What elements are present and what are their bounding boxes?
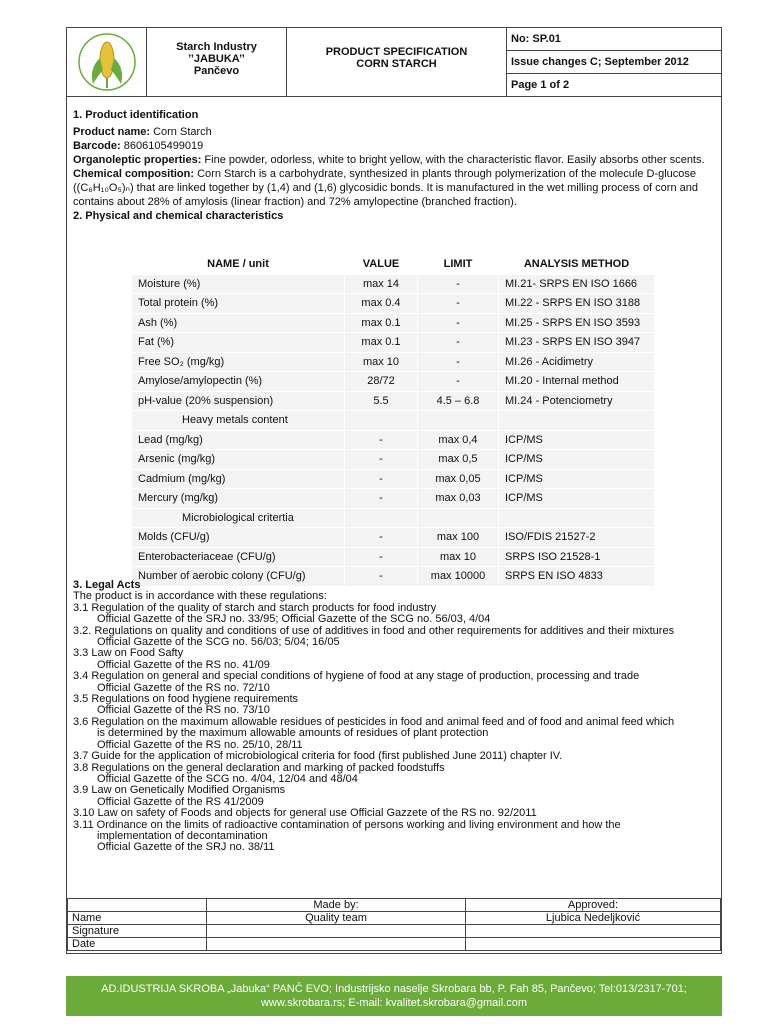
legal-line: 3.9 Law on Genetically Modified Organisms xyxy=(73,784,286,797)
table-cell: Moisture (%) xyxy=(132,274,345,294)
table-row xyxy=(132,333,655,353)
approval-cell xyxy=(207,925,466,938)
table-cell xyxy=(345,508,418,528)
page-number: Page 1 of 2 xyxy=(511,79,570,91)
table-cell: 28/72 xyxy=(345,372,418,392)
section-product-identification: 1. Product identification Product name: Corn Starch Barcode: 8606105499019 Organoleptic properties: Fine powder, odorless, white to bright yellow, with the characteristic flavor. Easily absorbs other scents. Chemical composition: Corn Starch is a carbohydrate, synthesized in plants through polymerization of the molecule D-glucose ((C₆H₁₀O₅)ₙ) that are linked together by (1,4) and (1,6) glycosidic bonds. It is manufactured in the wet milling process of corn and contains about 28% of amylosis (linear fraction) and 72% amylopectine (branched fraction). 2. Physical and chemical characteristics xyxy=(73,108,713,223)
table-cell: pH-value (20% suspension) xyxy=(132,391,345,411)
approval-cell xyxy=(466,938,721,951)
table-cell: max 0,4 xyxy=(418,430,499,450)
company-name: Starch Industry ’’JABUKA’’ Pančevo xyxy=(147,28,287,96)
table-cell: - xyxy=(418,294,499,314)
table-cell: ICP/MS xyxy=(499,430,655,450)
table-cell: max 10 xyxy=(345,352,418,372)
table-cell: Mercury (mg/kg) xyxy=(132,489,345,509)
table-cell xyxy=(345,411,418,431)
legal-line: 3.3 Law on Food Safty xyxy=(73,647,184,660)
table-cell: SRPS ISO 21528-1 xyxy=(499,547,655,567)
table-cell: max 0,05 xyxy=(418,469,499,489)
table-cell: Total protein (%) xyxy=(132,294,345,314)
table-cell: Arsenic (mg/kg) xyxy=(132,450,345,470)
table-cell: Heavy metals content xyxy=(132,411,345,431)
column-header: NAME / unit xyxy=(132,255,345,275)
section-heading: 3. Legal Acts xyxy=(73,579,141,591)
table-cell: ICP/MS xyxy=(499,469,655,489)
column-header: ANALYSIS METHOD xyxy=(499,255,655,275)
table-cell: Molds (CFU/g) xyxy=(132,528,345,548)
column-header: VALUE xyxy=(345,255,418,275)
footer-address: AD.IDUSTRIJA SKROBA „Jabuka“ PANČ EVO; Industrijsko naselje Skrobara bb, P. Fah 85, Pančevo; Tel:013/2317-701; xyxy=(101,983,687,995)
legal-line: 3.6 Regulation on the maximum allowable residues of pesticides in food and animal feed and of food and animal feed which xyxy=(73,715,675,728)
legal-line: Official Gazette of the SRJ no. 38/11 xyxy=(97,841,275,854)
table-cell: MI.20 - Internal method xyxy=(499,372,655,392)
corn-logo-icon xyxy=(67,28,147,96)
specification-table xyxy=(131,254,655,587)
table-cell: - xyxy=(418,372,499,392)
table-cell: max 14 xyxy=(345,274,418,294)
table-cell: max 0.1 xyxy=(345,333,418,353)
document-header xyxy=(67,28,721,97)
legal-line: Official Gazette of the RS no. 72/10 xyxy=(97,681,270,694)
approval-cell: Quality team xyxy=(207,912,466,925)
table-cell: Fat (%) xyxy=(132,333,345,353)
table-cell: MI.25 - SRPS EN ISO 3593 xyxy=(499,313,655,333)
legal-line: Official Gazette of the RS 41/2009 xyxy=(97,795,264,808)
table-row xyxy=(132,372,655,392)
legal-line: The product is in accordance with these regulations: xyxy=(73,590,327,603)
page-footer xyxy=(66,976,722,1016)
table-cell: Enterobacteriaceae (CFU/g) xyxy=(132,547,345,567)
table-row xyxy=(132,489,655,509)
table-cell: - xyxy=(345,547,418,567)
legal-line: implementation of decontamination xyxy=(97,829,268,842)
table-cell: MI.21- SRPS EN ISO 1666 xyxy=(499,274,655,294)
table-cell: MI.23 - SRPS EN ISO 3947 xyxy=(499,333,655,353)
table-cell: - xyxy=(418,274,499,294)
table-row xyxy=(132,547,655,567)
table-cell: Number of aerobic colony (CFU/g) xyxy=(132,567,345,587)
table-cell: - xyxy=(418,352,499,372)
legal-line: 3.1 Regulation of the quality of starch and starch products for food industry xyxy=(73,601,437,614)
table-cell: MI.22 - SRPS EN ISO 3188 xyxy=(499,294,655,314)
legal-line: 3.8 Regulations on the general declaration and marking of packed foodstuffs xyxy=(73,761,445,774)
table-cell: Lead (mg/kg) xyxy=(132,430,345,450)
table-cell: - xyxy=(418,333,499,353)
section-heading: 1. Product identification xyxy=(73,109,199,121)
table-cell: - xyxy=(345,528,418,548)
table-cell: - xyxy=(345,489,418,509)
document-title: PRODUCT SPECIFICATION CORN STARCH xyxy=(287,28,507,96)
table-cell: ICP/MS xyxy=(499,489,655,509)
table-row xyxy=(132,508,655,528)
legal-line: Official Gazette of the SCG no. 56/03; 5/04; 16/05 xyxy=(97,636,340,649)
footer-contact: www.skrobara.rs; E-mail: kvalitet.skrobara@gmail.com xyxy=(260,997,528,1009)
chemical-composition-text: Corn Starch is a carbohydrate, synthesized in plants through polymerization of the molecule D-glucose ((C₆H₁₀O₅)ₙ) that are linked together by (1,4) and (1,6) glycosidic bonds. It is manufactured in the wet milling process of corn and contains about 28% of amylosis (linear fraction) and 72% amylopectine (branched fraction). xyxy=(73,168,698,208)
document-meta xyxy=(507,28,721,96)
table-cell xyxy=(499,411,655,431)
table-cell: SRPS EN ISO 4833 xyxy=(499,567,655,587)
table-cell: max 0.1 xyxy=(345,313,418,333)
table-cell: max 10000 xyxy=(418,567,499,587)
table-cell: - xyxy=(345,469,418,489)
table-row xyxy=(132,450,655,470)
approval-table xyxy=(67,898,721,951)
table-row xyxy=(132,469,655,489)
legal-line: 3.2. Regulations on quality and conditions of use of additives in food and other requirements for additives and their mixtures xyxy=(73,624,675,637)
made-by-header: Made by: xyxy=(207,899,466,912)
legal-line: 3.7 Guide for the application of microbiological criteria for food (first published June 2011) chapter IV. xyxy=(73,750,563,763)
table-cell xyxy=(418,508,499,528)
table-cell: MI.26 - Acidimetry xyxy=(499,352,655,372)
table-row xyxy=(132,352,655,372)
table-cell: - xyxy=(345,450,418,470)
legal-line: 3.11 Ordinance on the limits of radioactive contamination of persons working and living environment and how the xyxy=(73,818,621,831)
table-cell: ISO/FDIS 21527-2 xyxy=(499,528,655,548)
legal-line: Official Gazette of the RS no. 73/10 xyxy=(97,704,270,717)
approval-row xyxy=(68,925,721,938)
approval-cell: Signature xyxy=(68,925,207,938)
organoleptic-text: Fine powder, odorless, white to bright yellow, with the characteristic flavor. Easily absorbs other scents. xyxy=(204,154,705,166)
table-cell: ICP/MS xyxy=(499,450,655,470)
table-cell: - xyxy=(418,313,499,333)
approval-cell xyxy=(207,938,466,951)
table-cell: Amylose/amylopectin (%) xyxy=(132,372,345,392)
legal-line: 3.5 Regulations on food hygiene requirements xyxy=(73,693,299,706)
table-cell: Free SO₂ (mg/kg) xyxy=(132,352,345,372)
table-row xyxy=(132,528,655,548)
barcode: 8606105499019 xyxy=(123,140,204,152)
table-row xyxy=(132,294,655,314)
table-cell: max 0,5 xyxy=(418,450,499,470)
approval-cell: Date xyxy=(68,938,207,951)
approval-cell: Name xyxy=(68,912,207,925)
section-legal-acts xyxy=(73,580,713,854)
table-cell: 5.5 xyxy=(345,391,418,411)
company-logo xyxy=(67,28,147,96)
table-cell: - xyxy=(345,430,418,450)
table-cell: Ash (%) xyxy=(132,313,345,333)
table-cell: 4.5 – 6.8 xyxy=(418,391,499,411)
table-cell: max 10 xyxy=(418,547,499,567)
table-cell xyxy=(499,508,655,528)
legal-line: 3.4 Regulation on general and special conditions of hygiene of food at any stage of production, processing and trade xyxy=(73,670,640,683)
table-cell xyxy=(418,411,499,431)
section-heading: 2. Physical and chemical characteristics xyxy=(73,210,284,222)
table-cell: Cadmium (mg/kg) xyxy=(132,469,345,489)
table-row xyxy=(132,391,655,411)
table-cell: - xyxy=(345,567,418,587)
table-row xyxy=(132,430,655,450)
legal-line: Official Gazette of the SCG no. 4/04, 12/04 and 48/04 xyxy=(97,772,358,785)
approval-row xyxy=(68,938,721,951)
table-cell: max 0,03 xyxy=(418,489,499,509)
table-cell: max 0.4 xyxy=(345,294,418,314)
legal-line: Official Gazette of the RS no. 25/10, 28/11 xyxy=(97,738,303,751)
table-cell: max 100 xyxy=(418,528,499,548)
legal-line: Official Gazette of the RS no. 41/09 xyxy=(97,658,270,671)
product-name: Corn Starch xyxy=(153,126,212,138)
table-row xyxy=(132,411,655,431)
table-header-row xyxy=(132,255,655,275)
approval-cell xyxy=(466,925,721,938)
approval-row xyxy=(68,912,721,925)
doc-number: No: SP.01 xyxy=(507,28,721,51)
table-cell: MI.24 - Potenciometry xyxy=(499,391,655,411)
approved-header: Approved: xyxy=(466,899,721,912)
document-page xyxy=(66,27,722,954)
issue-changes: Issue changes C; September 2012 xyxy=(507,51,721,74)
column-header: LIMIT xyxy=(418,255,499,275)
table-row xyxy=(132,313,655,333)
legal-line: Official Gazette of the SRJ no. 33/95; Official Gazette of the SCG no. 56/03, 4/04 xyxy=(97,613,491,626)
approval-cell: Ljubica Nedeljković xyxy=(466,912,721,925)
table-row xyxy=(132,274,655,294)
legal-line: is determined by the maximum allowable amounts of residues of plant protection xyxy=(97,727,489,740)
legal-line: 3.10 Law on safety of Foods and objects for general use Official Gazzete of the RS no. 92/2011 xyxy=(73,807,537,820)
table-cell: Microbiological critertia xyxy=(132,508,345,528)
